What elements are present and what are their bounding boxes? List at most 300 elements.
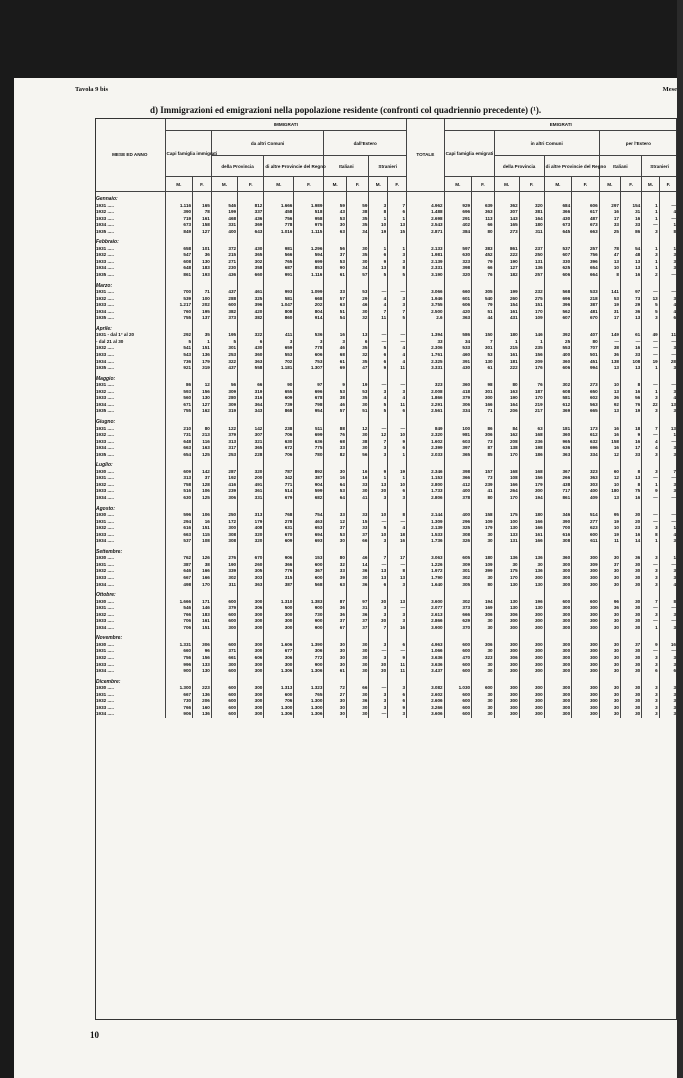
- value-cell: 645: [544, 229, 572, 236]
- value-cell: 3: [388, 711, 407, 718]
- value-cell: 158: [472, 512, 495, 519]
- value-cell: 1: [642, 538, 660, 545]
- value-cell: 80: [472, 495, 495, 502]
- value-cell: 360: [544, 359, 572, 366]
- value-cell: 7: [369, 625, 388, 632]
- value-cell: 663: [165, 445, 193, 452]
- value-cell: 366: [444, 475, 472, 482]
- value-cell: 402: [444, 222, 472, 229]
- value-cell: 300: [494, 668, 519, 675]
- value-cell: 67: [324, 625, 347, 632]
- capi-emigrati-header: Capi famiglia emigrati: [444, 131, 494, 177]
- value-cell: 154: [494, 302, 519, 309]
- value-cell: 34: [346, 229, 369, 236]
- value-cell: 161: [193, 216, 212, 223]
- total-cell: 2.613: [407, 612, 445, 619]
- value-cell: 420: [444, 309, 472, 316]
- value-cell: 9: [642, 642, 660, 649]
- value-cell: 600: [294, 562, 324, 569]
- value-cell: 608: [544, 389, 572, 396]
- scan-top-border: [0, 0, 683, 78]
- value-cell: 183: [193, 612, 212, 619]
- value-cell: 630: [165, 495, 193, 502]
- value-cell: 60: [599, 469, 620, 476]
- value-cell: 8: [388, 568, 407, 575]
- value-cell: 33: [346, 512, 369, 519]
- value-cell: 37: [193, 475, 212, 482]
- value-cell: 696: [572, 445, 600, 452]
- value-cell: 5: [642, 302, 660, 309]
- value-cell: 30: [369, 618, 388, 625]
- value-cell: 277: [572, 519, 600, 526]
- value-cell: 1.666: [165, 599, 193, 606]
- value-cell: 35: [346, 222, 369, 229]
- value-cell: 3: [388, 612, 407, 619]
- value-cell: 273: [494, 229, 519, 236]
- value-cell: 100: [193, 296, 212, 303]
- value-cell: 76: [324, 432, 347, 439]
- value-cell: 300: [519, 698, 544, 705]
- value-cell: 46: [346, 555, 369, 562]
- total-cell: 3.606: [407, 711, 445, 718]
- value-cell: 13: [659, 402, 677, 409]
- value-cell: 297: [599, 203, 620, 210]
- value-cell: 301: [211, 345, 237, 352]
- value-cell: 2: [642, 272, 660, 279]
- value-cell: 208: [494, 439, 519, 446]
- male-header: M.: [494, 177, 519, 192]
- value-cell: 34: [444, 339, 472, 346]
- value-cell: 30: [599, 711, 620, 718]
- value-cell: 600: [294, 575, 324, 582]
- da-altri-comuni-header: da altri Comuni: [211, 131, 324, 156]
- value-cell: 400: [444, 512, 472, 519]
- value-cell: 30: [324, 711, 347, 718]
- value-cell: 239: [211, 488, 237, 495]
- month-label: Aprile:: [96, 325, 112, 332]
- value-cell: 64: [324, 495, 347, 502]
- value-cell: 342: [264, 475, 294, 482]
- value-cell: 168: [494, 469, 519, 476]
- value-cell: —: [659, 605, 677, 612]
- value-cell: 47: [346, 365, 369, 372]
- value-cell: 730: [165, 698, 193, 705]
- value-cell: 3: [659, 365, 677, 372]
- value-cell: 150: [472, 332, 495, 339]
- value-cell: 9: [642, 488, 660, 495]
- value-cell: 250: [519, 252, 544, 259]
- value-cell: 300: [572, 705, 600, 712]
- value-cell: 30: [324, 698, 347, 705]
- value-cell: 288: [211, 296, 237, 303]
- value-cell: 929: [444, 203, 472, 210]
- value-cell: 19: [599, 532, 620, 539]
- value-cell: 172: [211, 519, 237, 526]
- value-cell: 630: [444, 252, 472, 259]
- value-cell: —: [659, 352, 677, 359]
- value-cell: 1.300: [264, 705, 294, 712]
- value-cell: 616: [165, 525, 193, 532]
- value-cell: 736: [165, 359, 193, 366]
- value-cell: 379: [211, 605, 237, 612]
- value-cell: 606: [544, 365, 572, 372]
- total-cell: 2.144: [407, 512, 445, 519]
- value-cell: 664: [572, 272, 600, 279]
- value-cell: 160: [193, 705, 212, 712]
- year-label: 1934 .....: [96, 538, 114, 544]
- total-cell: 3.190: [407, 272, 445, 279]
- value-cell: 30: [472, 532, 495, 539]
- value-cell: 659: [264, 345, 294, 352]
- value-cell: 339: [211, 568, 237, 575]
- value-cell: 30: [620, 562, 641, 569]
- year-label: 1935 .....: [96, 228, 114, 234]
- value-cell: 300: [544, 605, 572, 612]
- value-cell: 408: [238, 525, 264, 532]
- value-cell: 181: [544, 426, 572, 433]
- value-cell: 372: [211, 246, 237, 253]
- value-cell: 387: [294, 475, 324, 482]
- year-label: 1934 .....: [96, 624, 114, 630]
- value-cell: 303: [238, 575, 264, 582]
- value-cell: 215: [211, 252, 237, 259]
- value-cell: 13: [620, 265, 641, 272]
- value-cell: 300: [544, 562, 572, 569]
- value-cell: 80: [193, 426, 212, 433]
- value-cell: 305: [238, 568, 264, 575]
- value-cell: 558: [238, 365, 264, 372]
- value-cell: 260: [238, 562, 264, 569]
- year-label: 1930 .....: [96, 641, 114, 647]
- value-cell: 30: [346, 662, 369, 669]
- value-cell: 130: [193, 668, 212, 675]
- value-cell: 4: [369, 296, 388, 303]
- value-cell: 158: [599, 439, 620, 446]
- value-cell: 180: [519, 512, 544, 519]
- value-cell: 13: [599, 365, 620, 372]
- value-cell: 3: [324, 339, 347, 346]
- value-cell: 379: [211, 432, 237, 439]
- value-cell: 30: [620, 662, 641, 669]
- value-cell: 3: [659, 625, 677, 632]
- year-label: 1933 .....: [96, 574, 114, 580]
- value-cell: 3: [642, 705, 660, 712]
- value-cell: 717: [544, 488, 572, 495]
- value-cell: —: [369, 426, 388, 433]
- value-cell: 904: [294, 482, 324, 489]
- value-cell: 663: [572, 229, 600, 236]
- value-cell: 228: [238, 452, 264, 459]
- value-cell: —: [642, 352, 660, 359]
- value-cell: 600: [444, 642, 472, 649]
- value-cell: 400: [544, 352, 572, 359]
- value-cell: 3: [369, 538, 388, 545]
- value-cell: 808: [264, 309, 294, 316]
- value-cell: 30: [620, 668, 641, 675]
- value-cell: 4: [659, 302, 677, 309]
- value-cell: 92: [599, 402, 620, 409]
- totale-header: TOTALE: [407, 118, 445, 192]
- value-cell: 6: [388, 408, 407, 415]
- value-cell: 169: [472, 605, 495, 612]
- value-cell: 3: [388, 296, 407, 303]
- value-cell: 271: [211, 259, 237, 266]
- value-cell: 663: [165, 532, 193, 539]
- value-cell: 170: [193, 582, 212, 589]
- value-cell: 319: [193, 365, 212, 372]
- value-cell: 39: [324, 575, 347, 582]
- value-cell: 1.307: [294, 365, 324, 372]
- value-cell: 906: [264, 555, 294, 562]
- value-cell: 563: [572, 402, 600, 409]
- value-cell: 694: [294, 532, 324, 539]
- female-header: F.: [572, 177, 600, 192]
- value-cell: 965: [544, 439, 572, 446]
- total-cell: 2.331: [407, 265, 445, 272]
- value-cell: 59: [346, 203, 369, 210]
- value-cell: 33: [324, 512, 347, 519]
- value-cell: 400: [444, 488, 472, 495]
- value-cell: —: [642, 475, 660, 482]
- value-cell: 17: [599, 315, 620, 322]
- year-label: 1934 .....: [96, 668, 114, 674]
- value-cell: 300: [544, 685, 572, 692]
- year-label: 1934 .....: [96, 308, 114, 314]
- value-cell: 6: [659, 315, 677, 322]
- value-cell: 363: [544, 452, 572, 459]
- value-cell: 19: [599, 519, 620, 526]
- value-cell: 180: [599, 488, 620, 495]
- year-label: 1933 .....: [96, 704, 114, 710]
- value-cell: 900: [165, 668, 193, 675]
- value-cell: 900: [294, 662, 324, 669]
- value-cell: 9: [388, 655, 407, 662]
- value-cell: 34: [346, 265, 369, 272]
- value-cell: 3: [642, 582, 660, 589]
- value-cell: 13: [369, 575, 388, 582]
- value-cell: 3: [642, 662, 660, 669]
- value-cell: 30: [346, 692, 369, 699]
- total-cell: 1.866: [407, 395, 445, 402]
- value-cell: 4: [642, 439, 660, 446]
- value-cell: 36: [193, 252, 212, 259]
- value-cell: 32: [346, 352, 369, 359]
- table-row: [95, 302, 677, 309]
- total-cell: 2.543: [407, 222, 445, 229]
- value-cell: 157: [472, 469, 495, 476]
- value-cell: 179: [238, 519, 264, 526]
- value-cell: 300: [572, 555, 600, 562]
- value-cell: 54: [324, 315, 347, 322]
- value-cell: 994: [572, 365, 600, 372]
- value-cell: —: [369, 685, 388, 692]
- value-cell: 537: [165, 538, 193, 545]
- value-cell: 36: [599, 395, 620, 402]
- value-cell: 33: [620, 222, 641, 229]
- value-cell: 302: [238, 259, 264, 266]
- value-cell: 600: [444, 711, 472, 718]
- value-cell: 63: [324, 229, 347, 236]
- value-cell: 29: [620, 302, 641, 309]
- value-cell: 13: [388, 222, 407, 229]
- value-cell: 1.099: [294, 289, 324, 296]
- value-cell: 1: [659, 525, 677, 532]
- total-cell: 2.033: [407, 452, 445, 459]
- value-cell: 5: [165, 339, 193, 346]
- value-cell: 14: [346, 562, 369, 569]
- year-label: 1932 .....: [96, 345, 114, 351]
- value-cell: 48: [620, 252, 641, 259]
- value-cell: 398: [444, 265, 472, 272]
- value-cell: 30: [472, 698, 495, 705]
- value-cell: 317: [211, 445, 237, 452]
- value-cell: 100: [444, 426, 472, 433]
- value-cell: 57: [346, 272, 369, 279]
- value-cell: 30: [620, 512, 641, 519]
- value-cell: 381: [519, 209, 544, 216]
- value-cell: 30: [369, 668, 388, 675]
- value-cell: 6: [369, 359, 388, 366]
- year-label: 1933 .....: [96, 215, 114, 221]
- value-cell: 158: [193, 222, 212, 229]
- value-cell: 437: [211, 289, 237, 296]
- year-label: 1934 .....: [96, 222, 114, 228]
- value-cell: 30: [346, 432, 369, 439]
- value-cell: 30: [620, 582, 641, 589]
- value-cell: 666: [444, 612, 472, 619]
- value-cell: 88: [324, 426, 347, 433]
- value-cell: 175: [494, 512, 519, 519]
- total-cell: 1.533: [407, 532, 445, 539]
- value-cell: 300: [238, 642, 264, 649]
- value-cell: 232: [519, 289, 544, 296]
- value-cell: 753: [294, 359, 324, 366]
- value-cell: 161: [494, 352, 519, 359]
- value-cell: 87: [472, 445, 495, 452]
- value-cell: 80: [572, 339, 600, 346]
- value-cell: 300: [544, 642, 572, 649]
- value-cell: 611: [572, 538, 600, 545]
- value-cell: 86: [620, 229, 641, 236]
- value-cell: 553: [544, 345, 572, 352]
- value-cell: 260: [494, 296, 519, 303]
- value-cell: 16: [620, 439, 641, 446]
- male-header: M.: [211, 177, 237, 192]
- value-cell: 313: [238, 512, 264, 519]
- value-cell: 10: [369, 222, 388, 229]
- value-cell: 3: [659, 389, 677, 396]
- value-cell: 360: [544, 432, 572, 439]
- value-cell: 61: [324, 272, 347, 279]
- value-cell: 325: [444, 525, 472, 532]
- value-cell: 309: [211, 389, 237, 396]
- value-cell: 33: [620, 352, 641, 359]
- emigrati-header: EMIGRATI: [444, 118, 677, 131]
- value-cell: 365: [444, 452, 472, 459]
- value-cell: 4: [388, 525, 407, 532]
- value-cell: 136: [193, 711, 212, 718]
- value-cell: 217: [519, 408, 544, 415]
- value-cell: 1: [388, 452, 407, 459]
- value-cell: 600: [472, 685, 495, 692]
- value-cell: —: [659, 618, 677, 625]
- value-cell: 33: [324, 445, 347, 452]
- year-label: 1931 .....: [96, 518, 114, 524]
- value-cell: 199: [494, 289, 519, 296]
- value-cell: 367: [544, 469, 572, 476]
- value-cell: 1: [642, 216, 660, 223]
- value-cell: 22: [642, 402, 660, 409]
- value-cell: 32: [346, 315, 369, 322]
- value-cell: 156: [193, 655, 212, 662]
- year-label: 1930 .....: [96, 685, 114, 691]
- value-cell: 617: [572, 209, 600, 216]
- value-cell: 667: [165, 575, 193, 582]
- female-header: F.: [346, 177, 369, 192]
- value-cell: 3: [659, 612, 677, 619]
- value-cell: 115: [193, 532, 212, 539]
- capi-immigrati-header: Capi famiglia immigrati: [165, 131, 211, 177]
- value-cell: 670: [238, 555, 264, 562]
- value-cell: 3: [659, 698, 677, 705]
- value-cell: 1: [494, 339, 519, 346]
- value-cell: 430: [444, 365, 472, 372]
- value-cell: —: [659, 339, 677, 346]
- value-cell: 30: [369, 662, 388, 669]
- value-cell: 278: [264, 519, 294, 526]
- value-cell: 10: [599, 265, 620, 272]
- value-cell: 623: [572, 525, 600, 532]
- value-cell: 606: [238, 655, 264, 662]
- value-cell: 30: [472, 575, 495, 582]
- value-cell: 568: [294, 582, 324, 589]
- value-cell: 175: [494, 568, 519, 575]
- total-cell: 323: [407, 382, 445, 389]
- value-cell: 79: [472, 259, 495, 266]
- value-cell: 379: [444, 395, 472, 402]
- value-cell: 660: [165, 648, 193, 655]
- value-cell: 3: [388, 259, 407, 266]
- value-cell: 37: [324, 618, 347, 625]
- value-cell: 300: [211, 662, 237, 669]
- value-cell: 30: [346, 705, 369, 712]
- year-label: - dal 21 al 30: [96, 338, 124, 344]
- value-cell: 358: [238, 265, 264, 272]
- value-cell: 4: [659, 532, 677, 539]
- value-cell: 16: [599, 426, 620, 433]
- value-cell: 305: [472, 289, 495, 296]
- total-cell: 2.806: [407, 495, 445, 502]
- total-cell: 2.6: [407, 315, 445, 322]
- total-cell: 3.636: [407, 655, 445, 662]
- value-cell: 470: [444, 655, 472, 662]
- value-cell: 9: [388, 439, 407, 446]
- value-cell: 13: [369, 265, 388, 272]
- value-cell: 219: [519, 402, 544, 409]
- value-cell: 673: [165, 222, 193, 229]
- value-cell: 206: [193, 698, 212, 705]
- value-cell: 30: [324, 662, 347, 669]
- value-cell: 130: [494, 605, 519, 612]
- value-cell: 47: [599, 252, 620, 259]
- month-label: Giugno:: [96, 418, 116, 425]
- value-cell: 30: [346, 309, 369, 316]
- value-cell: 8: [369, 209, 388, 216]
- value-cell: 516: [165, 488, 193, 495]
- value-cell: 768: [264, 512, 294, 519]
- value-cell: 136: [494, 555, 519, 562]
- year-label: 1930 .....: [96, 512, 114, 518]
